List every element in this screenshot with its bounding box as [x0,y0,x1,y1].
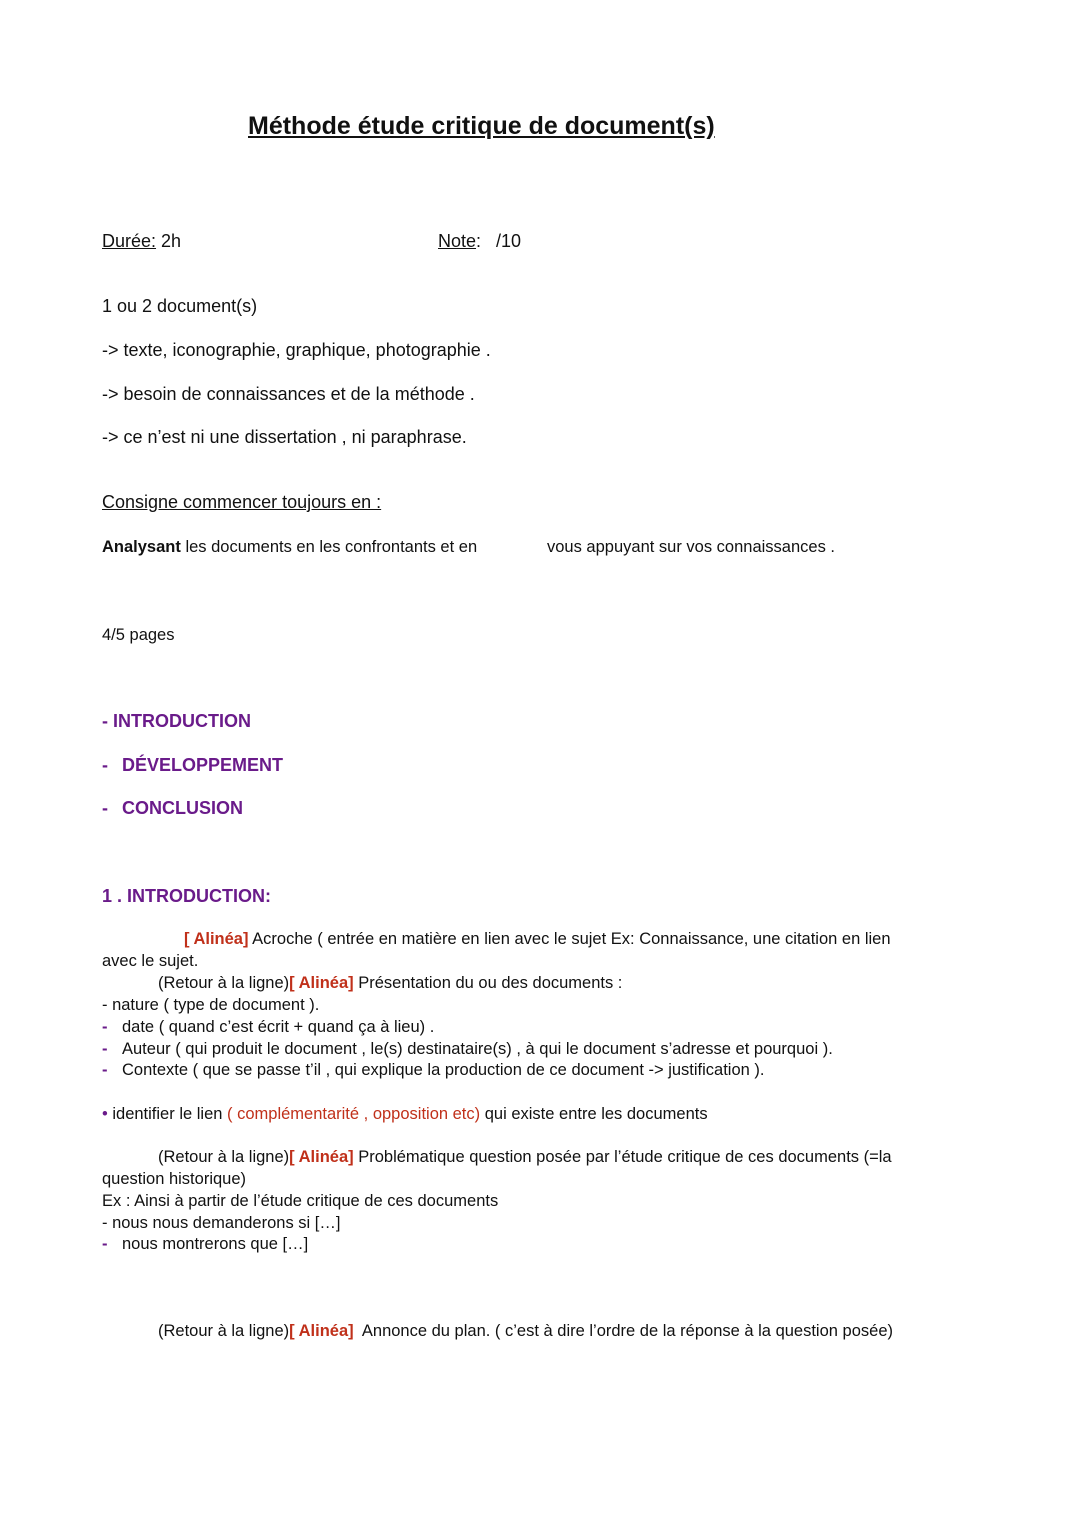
list-text: Auteur ( qui produit le document , le(s) destinataire(s) , à qui le document s’adresse et pourquoi ). [122,1040,833,1058]
plan-label: CONCLUSION [122,798,243,818]
lien-b: ( complémentarité , opposition etc) [227,1105,481,1123]
plan-conclusion [102,798,243,819]
montrerons [102,1235,308,1254]
example: Ex : Ainsi à partir de l’étude critique de ces documents [102,1192,499,1210]
annonce [158,1322,893,1341]
presentation-text: Présentation du ou des documents : [353,974,623,992]
lien [102,1105,708,1124]
plan-label: DÉVELOPPEMENT [122,755,284,775]
dash: - [102,1235,108,1253]
duree-label: Durée: [102,231,157,251]
plan-developpement [102,755,283,776]
list-text: date ( quand c’est écrit + quand ça à lieu) . [122,1018,435,1036]
acroche [184,930,891,949]
note-label: Note [438,231,477,251]
dash: - [102,1040,108,1058]
presentation [158,974,622,993]
list-item [102,1018,434,1037]
alinea: [ Alinéa] [289,1322,354,1340]
list-item [102,1040,833,1059]
alinea: [ Alinéa] [289,1148,354,1166]
page-title: Méthode étude critique de document(s) [248,112,715,140]
consigne-label: Consigne commencer toujours en : [102,492,382,512]
dash: - [102,1061,108,1079]
duree [102,231,181,252]
lien-c: qui existe entre les documents [480,1105,708,1123]
problematique [158,1148,892,1167]
list-text: Contexte ( que se passe t’il , qui explique la production de ce document -> justification ). [122,1061,765,1079]
list-item [102,1061,765,1080]
consigne-text: les documents en les confrontants et en [180,538,478,556]
consigne-bold: Analysant [102,538,181,556]
problematique-2: question historique) [102,1170,247,1188]
consigne-text-2: vous appuyant sur vos connaissances . [547,538,836,556]
note [438,231,521,252]
intro-line: -> texte, iconographie, graphique, photographie . [102,340,491,360]
acroche-text: Acroche ( entrée en matière en lien avec le sujet Ex: Connaissance, une citation en lien [248,930,891,948]
annonce-text: Annonce du plan. ( c’est à dire l’ordre de la réponse à la question posée) [353,1322,893,1340]
plan-introduction: - INTRODUCTION [102,711,251,731]
dash: - [102,798,108,818]
note-value: : /10 [476,231,522,251]
dash: - [102,1018,108,1036]
retour: (Retour à la ligne) [158,974,290,992]
nature: - nature ( type de document ). [102,996,320,1014]
acroche-2: avec le sujet. [102,952,199,970]
intro-line: 1 ou 2 document(s) [102,296,258,316]
alinea: [ Alinéa] [289,974,354,992]
bullet-icon: • [102,1105,108,1123]
dash: - [102,755,108,775]
retour: (Retour à la ligne) [158,1322,290,1340]
page-count: 4/5 pages [102,626,175,644]
section-title: 1 . INTRODUCTION: [102,886,271,906]
lien-a: identifier le lien [107,1105,228,1123]
duree-value: 2h [156,231,182,251]
montrerons-text: nous montrerons que […] [122,1235,309,1253]
consigne [102,538,477,557]
problematique-text: Problématique question posée par l’étude critique de ces documents (=la [353,1148,892,1166]
intro-line: -> besoin de connaissances et de la méthode . [102,384,475,404]
demanderons: - nous nous demanderons si […] [102,1214,341,1232]
alinea: [ Alinéa] [184,930,249,948]
intro-line: -> ce n’est ni une dissertation , ni paraphrase. [102,427,467,447]
retour: (Retour à la ligne) [158,1148,290,1166]
